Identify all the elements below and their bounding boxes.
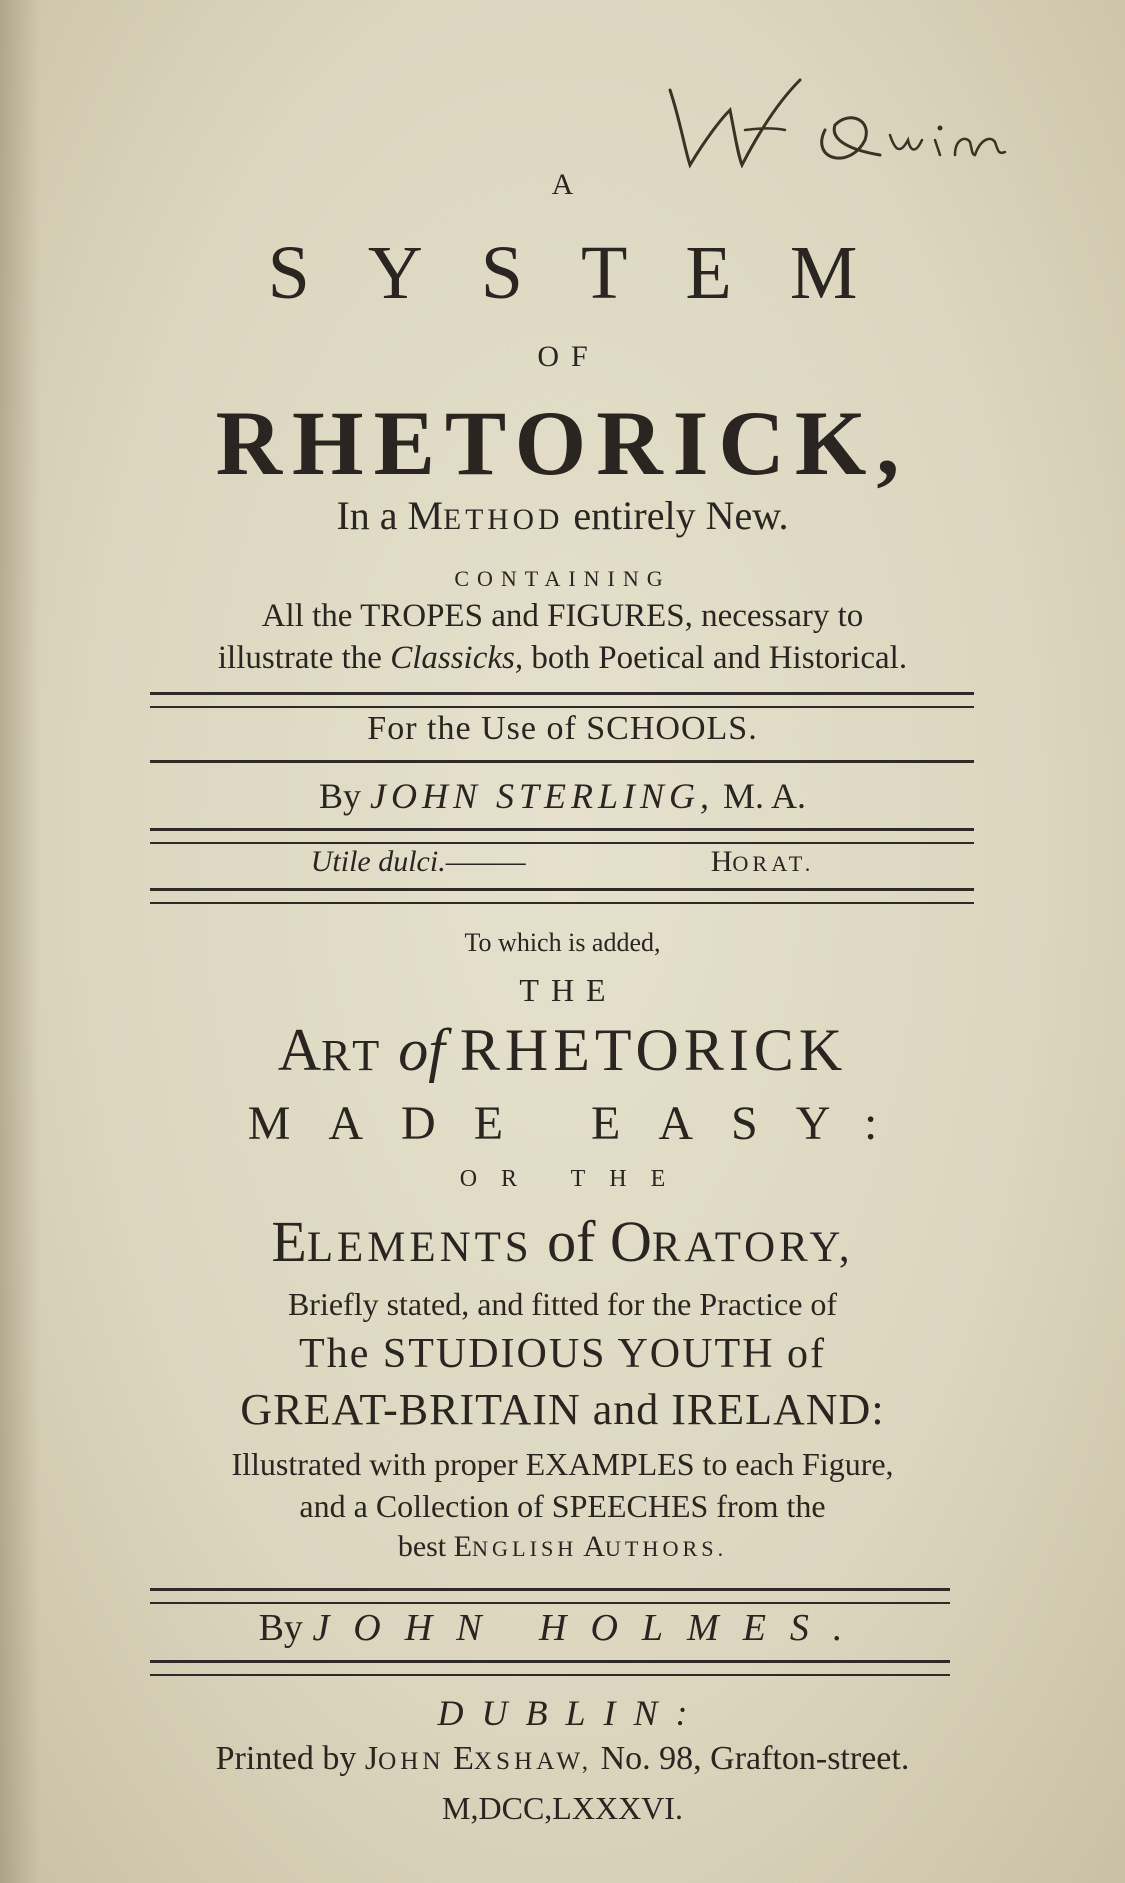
best-a: A	[583, 1530, 605, 1563]
best-english: NGLISH	[471, 1536, 578, 1561]
classicks-post: both Poetical and Historical.	[523, 640, 908, 676]
by2-pre: By	[258, 1607, 313, 1649]
rule-4b	[150, 902, 974, 904]
oratory-rest: RATORY,	[651, 1224, 854, 1271]
best-pre: best	[397, 1530, 454, 1563]
motto-line	[0, 845, 1125, 879]
method-m: M	[407, 493, 444, 538]
the-line: THE	[519, 972, 618, 1008]
method-line	[0, 492, 1125, 539]
method-post: entirely New.	[563, 493, 789, 538]
rule-2	[150, 760, 974, 763]
studious-line: The STUDIOUS YOUTH of	[299, 1331, 826, 1377]
tropes-line: All the TROPES and FIGURES, necessary to	[261, 598, 864, 634]
printed-j: J	[364, 1740, 379, 1777]
rule-5b	[150, 1602, 950, 1604]
added-line: To which is added,	[464, 928, 661, 957]
printed-pre: Printed by	[215, 1740, 365, 1777]
rule-6	[150, 1660, 950, 1663]
art-rt: RT	[321, 1030, 384, 1080]
containing: CONTAINING	[454, 566, 671, 591]
rule-1b	[150, 706, 974, 708]
illustrated-line: Illustrated with proper EXAMPLES to each Figure,	[231, 1446, 894, 1482]
oratory-o: O	[610, 1209, 652, 1274]
rule-5	[150, 1588, 950, 1591]
briefly-line: Briefly stated, and fitted for the Practice of	[287, 1286, 838, 1322]
rule-3	[150, 828, 974, 831]
by-sterling	[0, 775, 1125, 817]
art-of: of	[398, 1017, 445, 1083]
speeches-line: and a Collection of SPEECHES from the	[299, 1488, 826, 1524]
best-line	[0, 1530, 1125, 1564]
method-rest: ETHOD	[443, 504, 564, 536]
author-holmes: JOHN HOLMES.	[312, 1607, 867, 1649]
printed-e: E	[453, 1740, 474, 1777]
classicks-italic: Classicks,	[390, 640, 524, 676]
printed-post: No. 98, Grafton-street.	[592, 1740, 910, 1777]
date-line: M,DCC,LXXXVI.	[442, 1790, 683, 1826]
classicks-pre: illustrate the	[217, 640, 391, 676]
elements-rest: LEMENTS	[306, 1224, 533, 1271]
art-line	[0, 1016, 1125, 1085]
schools-line: For the Use of SCHOOLS.	[367, 710, 758, 747]
printed-xshaw: XSHAW,	[473, 1748, 593, 1775]
horat-h: H	[710, 845, 733, 878]
or-the: OR THE	[459, 1166, 690, 1192]
elements-e: E	[271, 1209, 307, 1274]
title-system: SYSTEM	[267, 231, 916, 315]
method-pre: In a	[336, 493, 408, 538]
art-rhetorick: RHETORICK	[459, 1017, 848, 1083]
best-e: E	[453, 1530, 472, 1563]
elements-of: of	[547, 1209, 596, 1274]
rule-4	[150, 888, 974, 891]
best-authors: UTHORS.	[604, 1536, 728, 1561]
classicks-line	[0, 640, 1125, 677]
elements-line	[0, 1208, 1125, 1275]
horat-rest: ORAT.	[732, 851, 815, 876]
rule-6b	[150, 1674, 950, 1676]
printed-ohn: OHN	[378, 1748, 445, 1775]
dublin-line: DUBLIN:	[437, 1693, 706, 1733]
motto: Utile dulci.———	[310, 845, 526, 878]
handwritten-signature	[650, 70, 1030, 180]
printer-line	[0, 1740, 1125, 1778]
rule-3b	[150, 842, 974, 844]
title-rhetorick: RHETORICK,	[215, 392, 910, 494]
rule-1	[150, 692, 974, 695]
by-holmes	[0, 1606, 1125, 1650]
by1-pre: By	[318, 776, 370, 816]
author-sterling: JOHN STERLING,	[369, 776, 714, 816]
by1-post: M. A.	[714, 776, 807, 816]
title-of: OF	[537, 340, 600, 373]
gb-line: GREAT-BRITAIN and IRELAND:	[240, 1385, 885, 1434]
title-article: A	[551, 168, 574, 201]
made-easy: MADE EASY:	[247, 1097, 916, 1150]
art-a: A	[277, 1017, 322, 1083]
